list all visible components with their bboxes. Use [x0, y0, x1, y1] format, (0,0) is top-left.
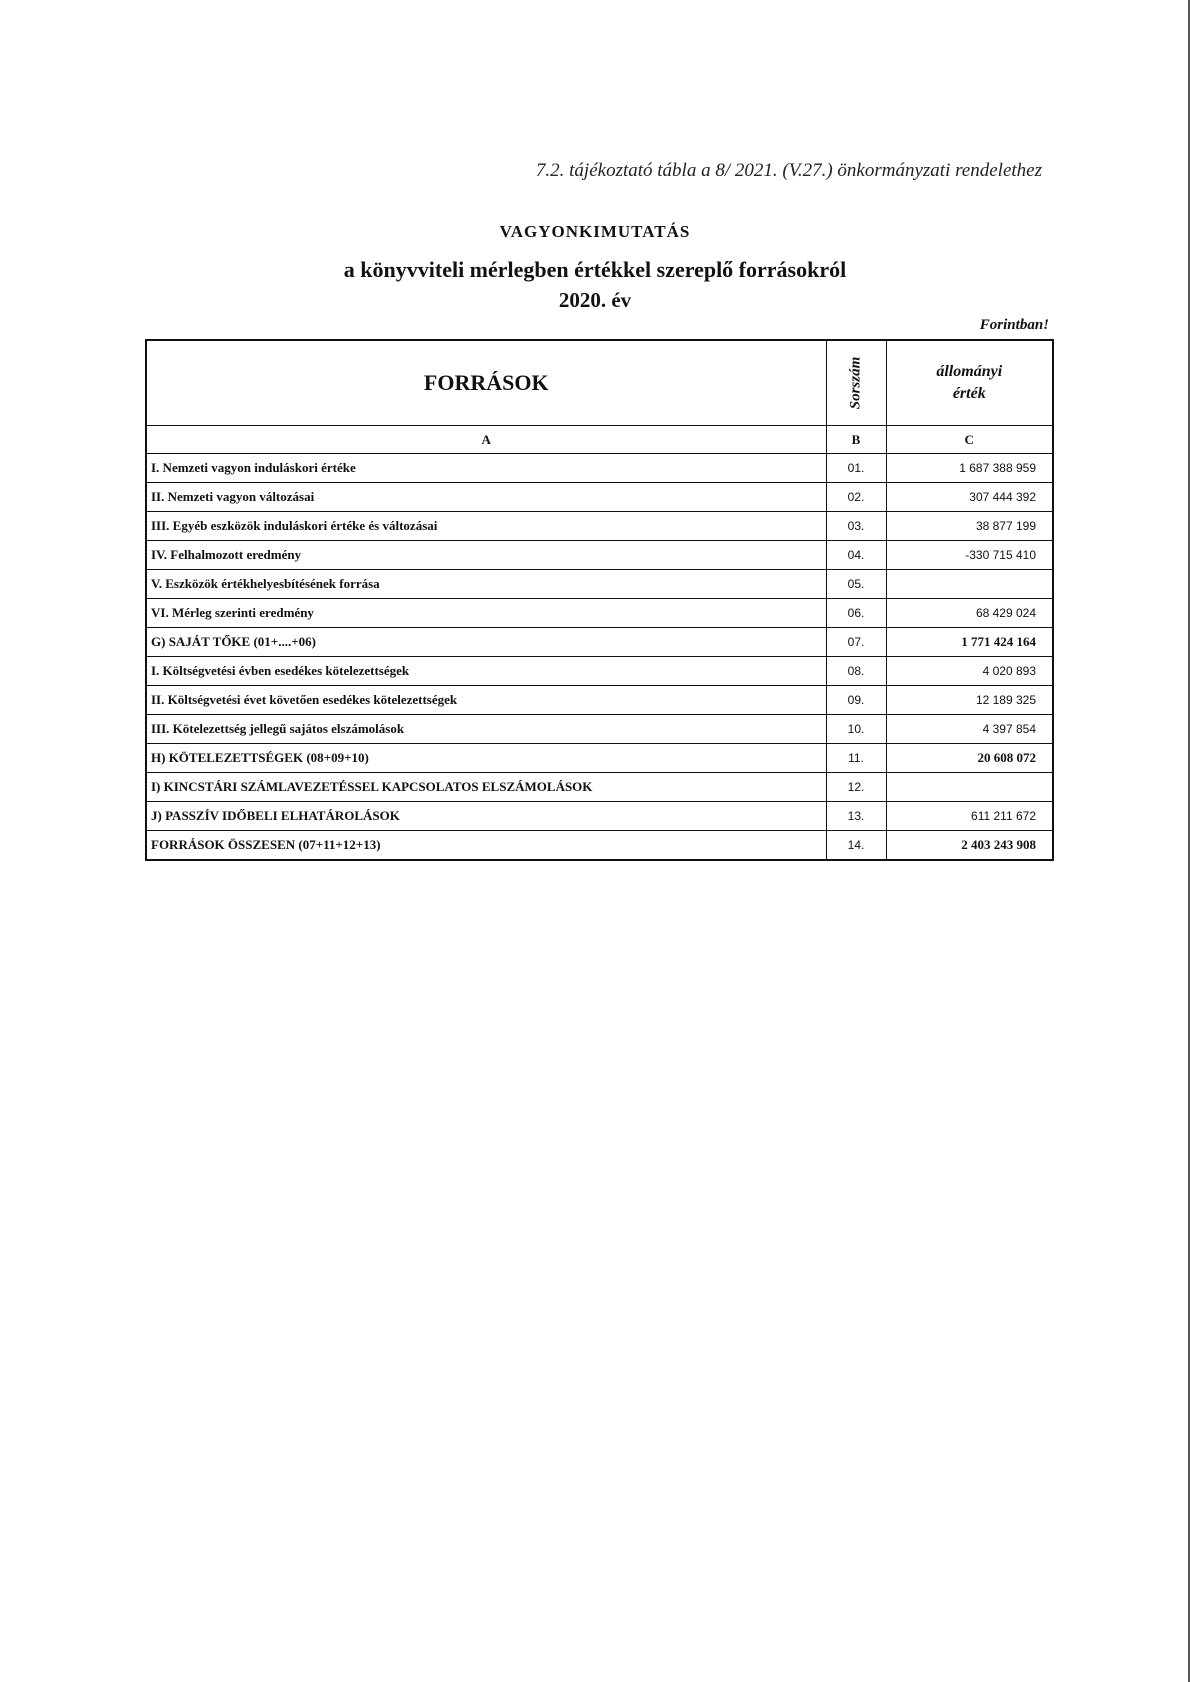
row-number: 07.	[826, 628, 886, 657]
header-value	[886, 340, 1053, 426]
row-number: 09.	[826, 686, 886, 715]
table-row	[146, 541, 1053, 570]
document-reference: 7.2. tájékoztató tábla a 8/ 2021. (V.27.) önkormányzati rendelethez	[535, 160, 1042, 181]
row-label: I) KINCSTÁRI SZÁMLAVEZETÉSSEL KAPCSOLATOS ELSZÁMOLÁSOK	[146, 773, 826, 802]
header-value-line1: állományi	[936, 363, 1003, 380]
table-row	[146, 686, 1053, 715]
row-label: II. Költségvetési évet követően esedékes kötelezettségek	[146, 686, 826, 715]
document-year: 2020. év	[558, 288, 632, 312]
row-value: 4 397 854	[886, 715, 1053, 744]
table-row	[146, 454, 1053, 483]
row-number: 03.	[826, 512, 886, 541]
header-sources: FORRÁSOK	[146, 340, 826, 426]
row-number: 01.	[826, 454, 886, 483]
table-row	[146, 657, 1053, 686]
row-value	[886, 773, 1053, 802]
header-number: Sorszám	[847, 356, 864, 410]
row-label: J) PASSZÍV IDŐBELI ELHATÁROLÁSOK	[146, 802, 826, 831]
table-row	[146, 831, 1053, 861]
row-number: 08.	[826, 657, 886, 686]
row-value	[886, 570, 1053, 599]
row-number: 13.	[826, 802, 886, 831]
header-value-line2: érték	[952, 385, 986, 402]
row-label: G) SAJÁT TŐKE (01+....+06)	[146, 628, 826, 657]
document-subtitle: a könyvviteli mérlegben értékkel szereplő forrásokról	[343, 257, 847, 282]
row-label: III. Kötelezettség jellegű sajátos elszámolások	[146, 715, 826, 744]
column-letter-b: B	[826, 426, 886, 454]
row-value: 611 211 672	[886, 802, 1053, 831]
table-row	[146, 628, 1053, 657]
row-label: FORRÁSOK ÖSSZESEN (07+11+12+13)	[146, 831, 826, 861]
table-row	[146, 483, 1053, 512]
row-label: VI. Mérleg szerinti eredmény	[146, 599, 826, 628]
row-label: IV. Felhalmozott eredmény	[146, 541, 826, 570]
row-label: H) KÖTELEZETTSÉGEK (08+09+10)	[146, 744, 826, 773]
column-letter-row	[146, 426, 1053, 454]
table-row	[146, 744, 1053, 773]
table-row	[146, 802, 1053, 831]
row-value: 12 189 325	[886, 686, 1053, 715]
column-letter-a: A	[146, 426, 826, 454]
column-letter-c: C	[886, 426, 1053, 454]
document-title: VAGYONKIMUTATÁS	[499, 222, 691, 241]
row-number: 12.	[826, 773, 886, 802]
row-number: 14.	[826, 831, 886, 861]
row-value: 1 687 388 959	[886, 454, 1053, 483]
currency-unit-note: Forintban!	[979, 317, 1049, 333]
row-value: 1 771 424 164	[886, 628, 1053, 657]
row-label: V. Eszközök értékhelyesbítésének forrása	[146, 570, 826, 599]
header-number-cell	[826, 340, 886, 426]
row-label: III. Egyéb eszközök induláskori értéke és változásai	[146, 512, 826, 541]
row-number: 02.	[826, 483, 886, 512]
row-value: -330 715 410	[886, 541, 1053, 570]
row-label: I. Költségvetési évben esedékes kötelezettségek	[146, 657, 826, 686]
row-value: 68 429 024	[886, 599, 1053, 628]
row-number: 05.	[826, 570, 886, 599]
row-label: I. Nemzeti vagyon induláskori értéke	[146, 454, 826, 483]
table-row	[146, 715, 1053, 744]
table-header-row	[146, 340, 1053, 426]
table-row	[146, 512, 1053, 541]
sources-table	[145, 339, 1054, 861]
table-row	[146, 599, 1053, 628]
row-number: 06.	[826, 599, 886, 628]
row-number: 11.	[826, 744, 886, 773]
row-number: 10.	[826, 715, 886, 744]
row-number: 04.	[826, 541, 886, 570]
row-label: II. Nemzeti vagyon változásai	[146, 483, 826, 512]
row-value: 20 608 072	[886, 744, 1053, 773]
row-value: 2 403 243 908	[886, 831, 1053, 861]
row-value: 307 444 392	[886, 483, 1053, 512]
table-row	[146, 570, 1053, 599]
table-row	[146, 773, 1053, 802]
row-value: 38 877 199	[886, 512, 1053, 541]
row-value: 4 020 893	[886, 657, 1053, 686]
